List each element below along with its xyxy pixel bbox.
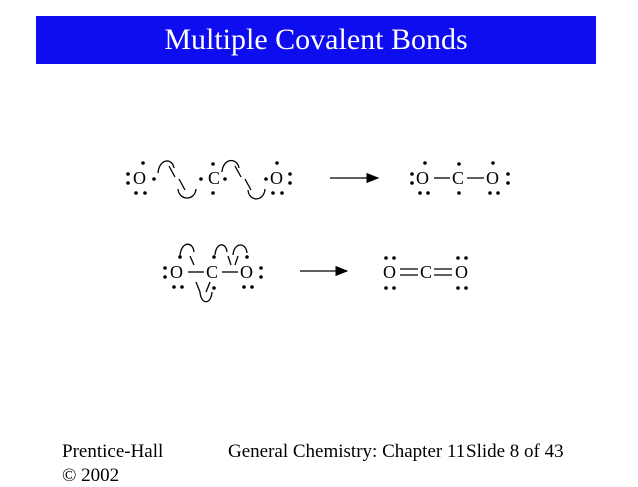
atom-c-center: C — [420, 262, 433, 282]
atom-o-right: O — [486, 168, 499, 188]
row1-product — [410, 161, 510, 195]
slide-title: Multiple Covalent Bonds — [164, 23, 468, 56]
publisher-line2: © 2002 — [62, 465, 120, 486]
row1-reactant — [126, 161, 292, 195]
atom-o-left: O — [416, 168, 429, 188]
atom-o-left: O — [133, 168, 146, 188]
footer-publisher — [62, 441, 163, 487]
atom-o-right: O — [455, 262, 468, 282]
atom-c-center: C — [452, 168, 465, 188]
atom-c-center: C — [208, 168, 221, 188]
bond-double — [434, 269, 452, 275]
bond-double — [400, 269, 418, 275]
row2-reactant — [163, 255, 263, 290]
atom-o-left: O — [170, 262, 183, 282]
footer-chapter: General Chemistry: Chapter 11 — [228, 441, 466, 462]
atom-c-center: C — [206, 262, 219, 282]
footer-slide-number: Slide 8 of 43 — [466, 441, 564, 462]
atom-o-right: O — [240, 262, 253, 282]
atom-o-left: O — [383, 262, 396, 282]
publisher-line1: Prentice-Hall — [62, 441, 164, 462]
row2-product — [383, 256, 468, 290]
atom-o-right: O — [270, 168, 283, 188]
